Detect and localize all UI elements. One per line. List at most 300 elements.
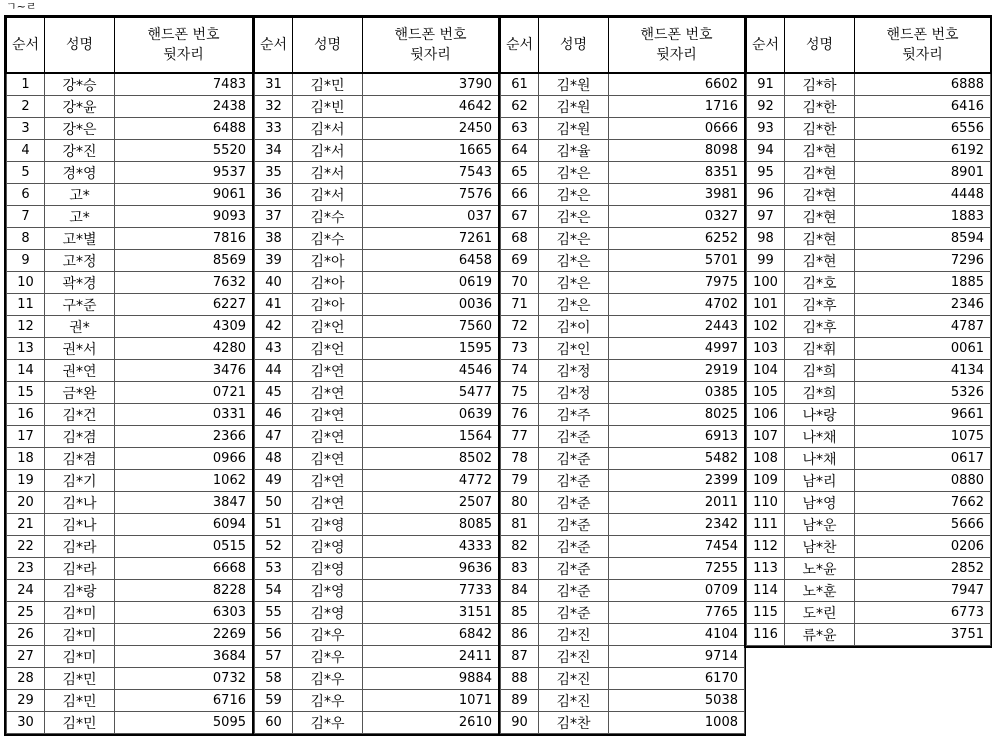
order-cell: 99 xyxy=(747,250,785,272)
table-row xyxy=(501,338,745,360)
phone-cell: 8098 xyxy=(609,140,745,162)
order-cell: 44 xyxy=(255,360,293,382)
phone-cell: 0966 xyxy=(115,448,253,470)
table-row xyxy=(7,646,253,668)
order-cell: 32 xyxy=(255,96,293,118)
name-cell: 김*진 xyxy=(539,646,609,668)
phone-cell: 4642 xyxy=(363,96,499,118)
name-cell: 김*한 xyxy=(785,118,855,140)
phone-cell: 9636 xyxy=(363,558,499,580)
phone-cell: 1062 xyxy=(115,470,253,492)
header-row xyxy=(747,18,991,74)
order-cell: 22 xyxy=(7,536,45,558)
name-cell: 김*현 xyxy=(785,140,855,162)
name-cell: 남*찬 xyxy=(785,536,855,558)
order-cell: 42 xyxy=(255,316,293,338)
table-row xyxy=(7,426,253,448)
table-block-4 xyxy=(744,15,992,648)
phone-cell: 6303 xyxy=(115,602,253,624)
table-row xyxy=(7,140,253,162)
roster-table xyxy=(746,17,991,646)
table-row xyxy=(747,448,991,470)
table-row xyxy=(501,580,745,602)
name-cell: 김*연 xyxy=(293,426,363,448)
phone-cell: 7261 xyxy=(363,228,499,250)
table-row xyxy=(747,162,991,184)
name-cell: 김*은 xyxy=(539,162,609,184)
name-cell: 김*연 xyxy=(293,404,363,426)
name-cell: 김*정 xyxy=(539,382,609,404)
phone-cell: 1885 xyxy=(855,272,991,294)
table-row xyxy=(501,73,745,96)
order-cell: 60 xyxy=(255,712,293,734)
order-cell: 48 xyxy=(255,448,293,470)
phone-cell: 7543 xyxy=(363,162,499,184)
phone-cell: 4772 xyxy=(363,470,499,492)
name-cell: 김*겸 xyxy=(45,448,115,470)
name-cell: 권*연 xyxy=(45,360,115,382)
phone-cell: 8569 xyxy=(115,250,253,272)
order-cell: 53 xyxy=(255,558,293,580)
name-cell: 김*진 xyxy=(539,668,609,690)
order-cell: 1 xyxy=(7,73,45,96)
table-row xyxy=(747,426,991,448)
phone-cell: 1595 xyxy=(363,338,499,360)
phone-cell: 3684 xyxy=(115,646,253,668)
table-row xyxy=(7,690,253,712)
phone-cell: 2011 xyxy=(609,492,745,514)
table-row xyxy=(501,228,745,250)
phone-cell: 2346 xyxy=(855,294,991,316)
order-cell: 39 xyxy=(255,250,293,272)
name-cell: 김*영 xyxy=(293,536,363,558)
name-cell: 고*별 xyxy=(45,228,115,250)
order-cell: 46 xyxy=(255,404,293,426)
name-cell: 나*채 xyxy=(785,448,855,470)
phone-cell: 9093 xyxy=(115,206,253,228)
order-cell: 17 xyxy=(7,426,45,448)
name-cell: 권*서 xyxy=(45,338,115,360)
table-row xyxy=(255,624,499,646)
table-row xyxy=(501,602,745,624)
order-cell: 41 xyxy=(255,294,293,316)
name-cell: 나*채 xyxy=(785,426,855,448)
phone-cell: 7255 xyxy=(609,558,745,580)
phone-cell: 0880 xyxy=(855,470,991,492)
order-cell: 111 xyxy=(747,514,785,536)
table-row xyxy=(255,228,499,250)
table-block-2 xyxy=(252,15,500,736)
phone-cell: 6458 xyxy=(363,250,499,272)
order-cell: 80 xyxy=(501,492,539,514)
table-block-3 xyxy=(498,15,746,736)
order-cell: 31 xyxy=(255,73,293,96)
phone-cell: 6192 xyxy=(855,140,991,162)
table-row xyxy=(255,602,499,624)
phone-cell: 7296 xyxy=(855,250,991,272)
name-cell: 곽*경 xyxy=(45,272,115,294)
phone-cell: 3981 xyxy=(609,184,745,206)
order-cell: 110 xyxy=(747,492,785,514)
order-cell: 96 xyxy=(747,184,785,206)
phone-cell: 2852 xyxy=(855,558,991,580)
order-cell: 28 xyxy=(7,668,45,690)
phone-cell: 2610 xyxy=(363,712,499,734)
name-cell: 김*라 xyxy=(45,536,115,558)
name-cell: 김*준 xyxy=(539,492,609,514)
order-cell: 30 xyxy=(7,712,45,734)
name-cell: 강*윤 xyxy=(45,96,115,118)
order-cell: 100 xyxy=(747,272,785,294)
table-row xyxy=(501,404,745,426)
phone-cell: 9061 xyxy=(115,184,253,206)
table-row xyxy=(7,338,253,360)
name-cell: 노*윤 xyxy=(785,558,855,580)
order-cell: 68 xyxy=(501,228,539,250)
order-cell: 116 xyxy=(747,624,785,646)
phone-cell: 8085 xyxy=(363,514,499,536)
phone-cell: 7662 xyxy=(855,492,991,514)
name-cell: 김*라 xyxy=(45,558,115,580)
order-cell: 58 xyxy=(255,668,293,690)
order-cell: 77 xyxy=(501,426,539,448)
table-row xyxy=(501,184,745,206)
table-row xyxy=(501,316,745,338)
order-cell: 115 xyxy=(747,602,785,624)
phone-cell: 2443 xyxy=(609,316,745,338)
phone-cell: 6888 xyxy=(855,73,991,96)
phone-cell: 4104 xyxy=(609,624,745,646)
order-cell: 83 xyxy=(501,558,539,580)
header-order: 순서 xyxy=(747,18,785,74)
order-cell: 20 xyxy=(7,492,45,514)
name-cell: 김*우 xyxy=(293,690,363,712)
table-row xyxy=(255,360,499,382)
table-row xyxy=(255,140,499,162)
table-row xyxy=(7,470,253,492)
table-row xyxy=(255,96,499,118)
order-cell: 27 xyxy=(7,646,45,668)
header-row xyxy=(501,18,745,74)
phone-cell: 4309 xyxy=(115,316,253,338)
order-cell: 75 xyxy=(501,382,539,404)
table-row xyxy=(501,118,745,140)
name-cell: 김*율 xyxy=(539,140,609,162)
name-cell: 김*영 xyxy=(293,580,363,602)
name-cell: 김*준 xyxy=(539,536,609,558)
phone-cell: 0666 xyxy=(609,118,745,140)
order-cell: 106 xyxy=(747,404,785,426)
name-cell: 김*민 xyxy=(45,690,115,712)
table-row xyxy=(255,580,499,602)
name-cell: 김*후 xyxy=(785,316,855,338)
name-cell: 김*후 xyxy=(785,294,855,316)
phone-cell: 5038 xyxy=(609,690,745,712)
name-cell: 김*현 xyxy=(785,184,855,206)
table-row xyxy=(501,96,745,118)
phone-cell: 4787 xyxy=(855,316,991,338)
table-row xyxy=(255,404,499,426)
order-cell: 38 xyxy=(255,228,293,250)
name-cell: 고* xyxy=(45,206,115,228)
name-cell: 김*나 xyxy=(45,492,115,514)
table-row xyxy=(7,404,253,426)
table-row xyxy=(255,514,499,536)
phone-cell: 0036 xyxy=(363,294,499,316)
phone-cell: 6416 xyxy=(855,96,991,118)
phone-cell: 5520 xyxy=(115,140,253,162)
order-cell: 85 xyxy=(501,602,539,624)
phone-cell: 8228 xyxy=(115,580,253,602)
phone-cell: 5666 xyxy=(855,514,991,536)
table-row xyxy=(7,382,253,404)
phone-cell: 6556 xyxy=(855,118,991,140)
order-cell: 70 xyxy=(501,272,539,294)
name-cell: 김*준 xyxy=(539,448,609,470)
name-cell: 김*준 xyxy=(539,558,609,580)
name-cell: 김*은 xyxy=(539,184,609,206)
name-cell: 경*영 xyxy=(45,162,115,184)
table-row xyxy=(501,250,745,272)
phone-cell: 8502 xyxy=(363,448,499,470)
phone-cell: 7816 xyxy=(115,228,253,250)
header-row xyxy=(255,18,499,74)
table-row xyxy=(501,140,745,162)
table-row xyxy=(255,382,499,404)
table-row xyxy=(7,316,253,338)
name-cell: 김*은 xyxy=(539,228,609,250)
order-cell: 102 xyxy=(747,316,785,338)
name-cell: 남*리 xyxy=(785,470,855,492)
order-cell: 84 xyxy=(501,580,539,602)
order-cell: 103 xyxy=(747,338,785,360)
order-cell: 108 xyxy=(747,448,785,470)
phone-cell: 4546 xyxy=(363,360,499,382)
name-cell: 구*준 xyxy=(45,294,115,316)
table-row xyxy=(501,558,745,580)
order-cell: 98 xyxy=(747,228,785,250)
table-row xyxy=(501,668,745,690)
table-row xyxy=(255,646,499,668)
order-cell: 10 xyxy=(7,272,45,294)
phone-cell: 2399 xyxy=(609,470,745,492)
name-cell: 권* xyxy=(45,316,115,338)
table-row xyxy=(7,272,253,294)
order-cell: 87 xyxy=(501,646,539,668)
order-cell: 89 xyxy=(501,690,539,712)
table-row xyxy=(7,580,253,602)
name-cell: 김*정 xyxy=(539,360,609,382)
name-cell: 김*찬 xyxy=(539,712,609,734)
phone-cell: 3476 xyxy=(115,360,253,382)
phone-cell: 0331 xyxy=(115,404,253,426)
table-row xyxy=(255,206,499,228)
phone-cell: 6773 xyxy=(855,602,991,624)
table-row xyxy=(747,96,991,118)
name-cell: 김*우 xyxy=(293,624,363,646)
name-cell: 김*현 xyxy=(785,162,855,184)
name-cell: 강*은 xyxy=(45,118,115,140)
order-cell: 3 xyxy=(7,118,45,140)
phone-cell: 4997 xyxy=(609,338,745,360)
table-row xyxy=(255,712,499,734)
header-order: 순서 xyxy=(255,18,293,74)
phone-cell: 6668 xyxy=(115,558,253,580)
table-row xyxy=(255,162,499,184)
header-name: 성명 xyxy=(45,18,115,74)
name-cell: 김*미 xyxy=(45,624,115,646)
phone-cell: 8025 xyxy=(609,404,745,426)
phone-cell: 8901 xyxy=(855,162,991,184)
name-cell: 김*미 xyxy=(45,602,115,624)
phone-cell: 4702 xyxy=(609,294,745,316)
header-name: 성명 xyxy=(785,18,855,74)
order-cell: 104 xyxy=(747,360,785,382)
order-cell: 107 xyxy=(747,426,785,448)
table-row xyxy=(7,514,253,536)
order-cell: 105 xyxy=(747,382,785,404)
table-row xyxy=(747,228,991,250)
name-cell: 김*민 xyxy=(293,73,363,96)
roster-table xyxy=(6,17,253,734)
order-cell: 21 xyxy=(7,514,45,536)
table-row xyxy=(501,206,745,228)
order-cell: 8 xyxy=(7,228,45,250)
table-row xyxy=(501,624,745,646)
name-cell: 김*영 xyxy=(293,514,363,536)
table-row xyxy=(501,536,745,558)
table-row xyxy=(501,448,745,470)
table-row xyxy=(747,140,991,162)
order-cell: 91 xyxy=(747,73,785,96)
name-cell: 김*영 xyxy=(293,602,363,624)
table-block-1 xyxy=(4,15,254,736)
phone-cell: 4448 xyxy=(855,184,991,206)
order-cell: 12 xyxy=(7,316,45,338)
name-cell: 김*하 xyxy=(785,73,855,96)
order-cell: 92 xyxy=(747,96,785,118)
table-row xyxy=(255,426,499,448)
order-cell: 73 xyxy=(501,338,539,360)
name-cell: 김*원 xyxy=(539,118,609,140)
phone-cell: 7483 xyxy=(115,73,253,96)
table-row xyxy=(255,184,499,206)
phone-cell: 6913 xyxy=(609,426,745,448)
order-cell: 25 xyxy=(7,602,45,624)
phone-cell: 8351 xyxy=(609,162,745,184)
order-cell: 62 xyxy=(501,96,539,118)
order-cell: 54 xyxy=(255,580,293,602)
phone-cell: 9714 xyxy=(609,646,745,668)
header-phone: 핸드폰 번호 뒷자리 xyxy=(855,18,991,74)
table-row xyxy=(747,338,991,360)
table-row xyxy=(747,470,991,492)
name-cell: 김*수 xyxy=(293,206,363,228)
table-row xyxy=(7,492,253,514)
table-row xyxy=(747,404,991,426)
name-cell: 김*연 xyxy=(293,492,363,514)
phone-cell: 6227 xyxy=(115,294,253,316)
table-row xyxy=(255,294,499,316)
phone-cell: 1008 xyxy=(609,712,745,734)
name-cell: 김*준 xyxy=(539,514,609,536)
roster-table xyxy=(500,17,745,734)
name-cell: 김*원 xyxy=(539,73,609,96)
name-cell: 김*은 xyxy=(539,206,609,228)
name-cell: 김*원 xyxy=(539,96,609,118)
name-cell: 김*주 xyxy=(539,404,609,426)
order-cell: 56 xyxy=(255,624,293,646)
name-cell: 김*아 xyxy=(293,272,363,294)
order-cell: 7 xyxy=(7,206,45,228)
table-row xyxy=(501,492,745,514)
name-cell: 김*언 xyxy=(293,316,363,338)
order-cell: 64 xyxy=(501,140,539,162)
phone-cell: 6488 xyxy=(115,118,253,140)
order-cell: 69 xyxy=(501,250,539,272)
name-cell: 김*아 xyxy=(293,294,363,316)
order-cell: 81 xyxy=(501,514,539,536)
table-row xyxy=(747,206,991,228)
table-row xyxy=(7,668,253,690)
phone-cell: 2438 xyxy=(115,96,253,118)
header-order: 순서 xyxy=(501,18,539,74)
order-cell: 4 xyxy=(7,140,45,162)
name-cell: 도*린 xyxy=(785,602,855,624)
order-cell: 29 xyxy=(7,690,45,712)
table-row xyxy=(501,690,745,712)
name-cell: 김*수 xyxy=(293,228,363,250)
order-cell: 34 xyxy=(255,140,293,162)
table-row xyxy=(7,558,253,580)
name-cell: 김*민 xyxy=(45,668,115,690)
phone-cell: 2342 xyxy=(609,514,745,536)
phone-cell: 0617 xyxy=(855,448,991,470)
name-cell: 김*연 xyxy=(293,360,363,382)
phone-cell: 0709 xyxy=(609,580,745,602)
order-cell: 26 xyxy=(7,624,45,646)
order-cell: 90 xyxy=(501,712,539,734)
order-cell: 78 xyxy=(501,448,539,470)
order-cell: 37 xyxy=(255,206,293,228)
table-row xyxy=(747,580,991,602)
table-row xyxy=(501,426,745,448)
order-cell: 51 xyxy=(255,514,293,536)
order-cell: 71 xyxy=(501,294,539,316)
name-cell: 김*영 xyxy=(293,558,363,580)
phone-cell: 0385 xyxy=(609,382,745,404)
order-cell: 13 xyxy=(7,338,45,360)
table-row xyxy=(7,294,253,316)
name-cell: 김*진 xyxy=(539,690,609,712)
phone-cell: 3151 xyxy=(363,602,499,624)
phone-cell: 6602 xyxy=(609,73,745,96)
header-row xyxy=(7,18,253,74)
phone-cell: 1665 xyxy=(363,140,499,162)
name-cell: 김*인 xyxy=(539,338,609,360)
phone-cell: 3847 xyxy=(115,492,253,514)
phone-cell: 1075 xyxy=(855,426,991,448)
order-cell: 9 xyxy=(7,250,45,272)
phone-cell: 1716 xyxy=(609,96,745,118)
name-cell: 김*한 xyxy=(785,96,855,118)
phone-cell: 0639 xyxy=(363,404,499,426)
phone-cell: 9884 xyxy=(363,668,499,690)
name-cell: 류*윤 xyxy=(785,624,855,646)
table-row xyxy=(255,536,499,558)
table-row xyxy=(501,470,745,492)
phone-cell: 3751 xyxy=(855,624,991,646)
